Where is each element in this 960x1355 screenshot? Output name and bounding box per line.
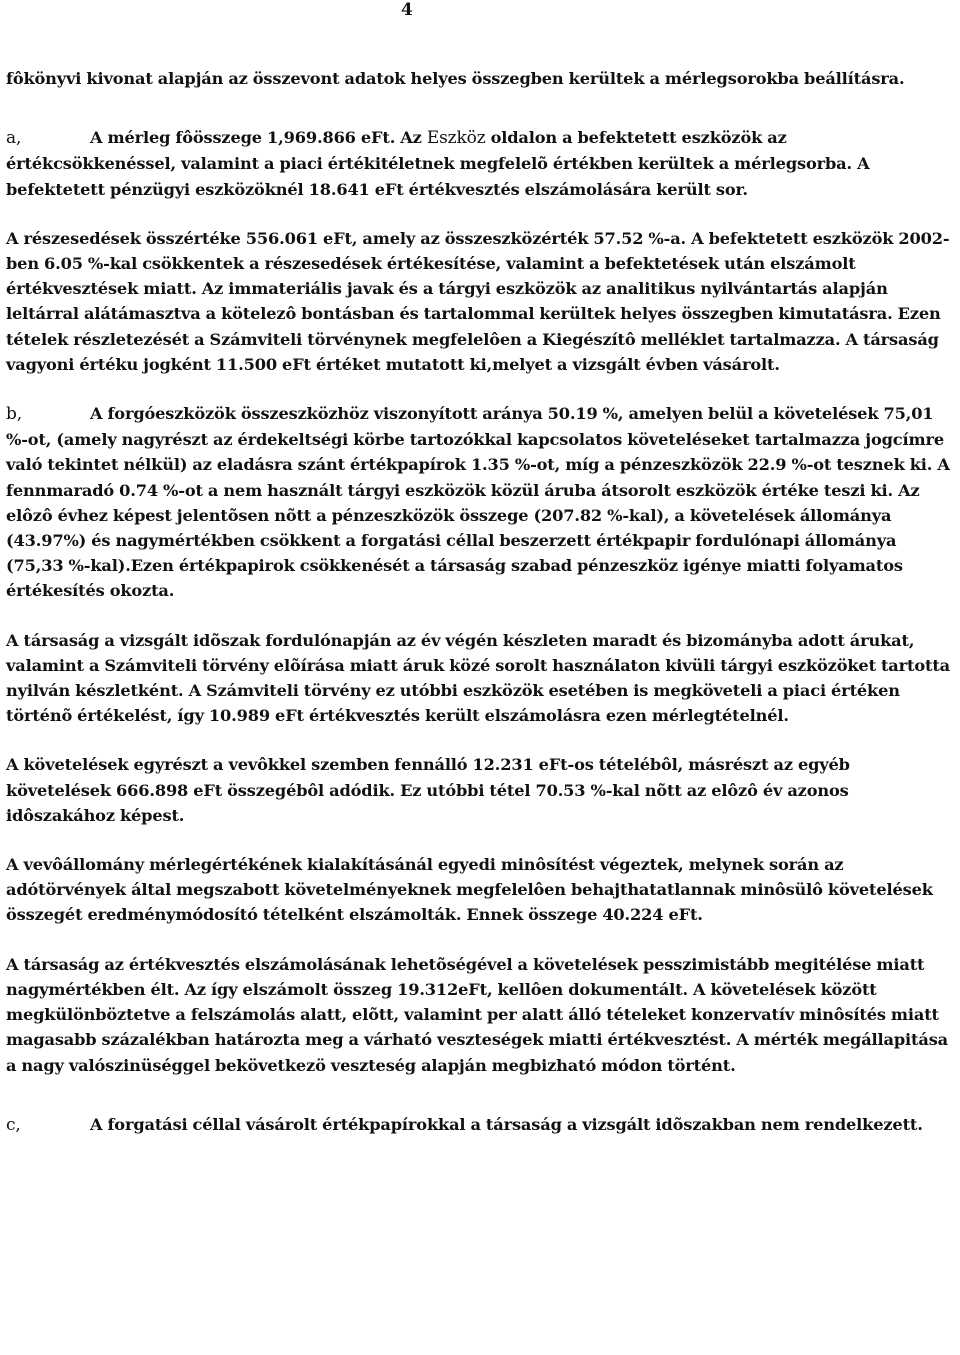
paragraph-a bbox=[6, 125, 954, 202]
paragraph-a-eszkoz: Eszköz bbox=[426, 128, 486, 149]
paragraph-vevo: A vevôállomány mérlegértékének kialakításánál egyedi minôsítést végeztek, melynek során az adótörvények által megszabott követelményeknek megfelelôen behajthatatlannak minôsülô követelések összegét eredménymódosító tételként elszámolták. Ennek összege 40.224 eFt. bbox=[6, 855, 933, 925]
paragraph-a-text-1: A mérleg fôösszege 1,969.866 eFt. Az bbox=[90, 128, 427, 148]
paragraph-c-text: A forgatási céllal vásárolt értékpapírokkal a társaság a vizsgált idõszakban nem rendelkezett. bbox=[90, 1114, 923, 1134]
list-marker-b: b, bbox=[6, 404, 22, 425]
paragraph-keszlet: A társaság a vizsgált idõszak fordulónapján az év végén készleten maradt és bizományba adott árukat, valamint a Számviteli törvény elõírása miatt áruk közé sorolt használaton kivüli tárgyi eszközöket tartotta nyilván készletként. A Számviteli törvény ez utóbbi eszközök esetében is megköveteli a piaci értéken történõ értékelést, így 10.989 eFt értékvesztés került elszámolásra ezen mérlegtételnél. bbox=[6, 630, 950, 726]
paragraph-c bbox=[6, 1112, 954, 1138]
paragraph-ertekvesztes: A társaság az értékvesztés elszámolásának lehetõségével a követelések pesszimistább megitélése miatt nagymértékben élt. Az így elszámolt összeg 19.312eFt, kellôen dokumentált. A követelések között megkülönböztetve a felszámolás alatt, elõtt, valamint per alatt álló tételeket konzervatív minôsítés miatt magasabb százalékban határozta meg a várható veszteségek miatti értékvesztést. A mérték megállapitása a nagy valószinüséggel bekövetkezö veszteség alapján megbizható módon történt. bbox=[6, 954, 949, 1075]
paragraph-b bbox=[6, 401, 954, 604]
paragraph-b-text: A forgóeszközök összeszközhöz viszonyított aránya 50.19 %, amelyen belül a követelések 75,01 %-ot, (amely nagyrészt az érdekeltségi körbe tartozókkal kapcsolatos követeléseket tartalmazza jogcímre való tekintet nélkül) az eladásra szánt értékpapírok 1.35 %-ot, míg a pénzeszközök 22.9 %-ot tesznek ki. A fennmaradó 0.74 %-ot a nem használt tárgyi eszközök közül áruba átsorolt eszközök értéke teszi ki. Az elôzô évhez képest jelentõsen nõtt a pénzeszközök összege (207.82 %-kal), a követelések állománya (43.97%) és nagymértékben csökkent a forgatási céllal beszerzett értékpapir fordulónapi állománya (75,33 %-kal).Ezen értékpapirok csökkenését a társaság szabad pénzeszköz igénye miatti folyamatos értékesítés okozta. bbox=[6, 404, 950, 601]
list-marker-c: c, bbox=[6, 1114, 21, 1135]
list-marker-a: a, bbox=[6, 128, 22, 149]
page-number: 4 bbox=[401, 0, 413, 20]
document-body bbox=[6, 66, 954, 1138]
paragraph-reszesedes: A részesedések összértéke 556.061 eFt, amely az összeszközérték 57.52 %-a. A befektetett eszközök 2002-ben 6.05 %-kal csökkentek a részesedések értékesítése, valamint a befektetések után elszámolt értékvesztések miatt. Az immateriális javak és a tárgyi eszközök az analitikus nyilvántartás alapján leltárral alátámasztva a kötelezô bontásban és tartalommal kerültek helyes összegben kimutatásra. Ezen tételek részletezését a Számviteli törvénynek megfelelôen a Kiegészítô melléklet tartalmazza. A társaság vagyoni értéku jogként 11.500 eFt értéket mutatott ki,melyet a vizsgált évben vásárolt. bbox=[6, 228, 950, 374]
paragraph-koveteles: A követelések egyrészt a vevôkkel szemben fennálló 12.231 eFt-os tételébôl, másrészt az egyéb követelések 666.898 eFt összegébôl adódik. Ez utóbbi tétel 70.53 %-kal nõtt az elôzô év azonos idôszakához képest. bbox=[6, 755, 850, 825]
paragraph-a-text-2: oldalon a befektetett eszközök az értékcsökkenéssel, valamint a piaci értékitéletnek megfelelõ értékben kerültek a mérlegsorba. A befektetett pénzügyi eszközöknél 18.641 eFt értékvesztés elszámolására került sor. bbox=[6, 128, 870, 199]
paragraph-intro: fôkönyvi kivonat alapján az összevont adatok helyes összegben kerültek a mérlegsorokba beállításra. bbox=[6, 69, 905, 88]
